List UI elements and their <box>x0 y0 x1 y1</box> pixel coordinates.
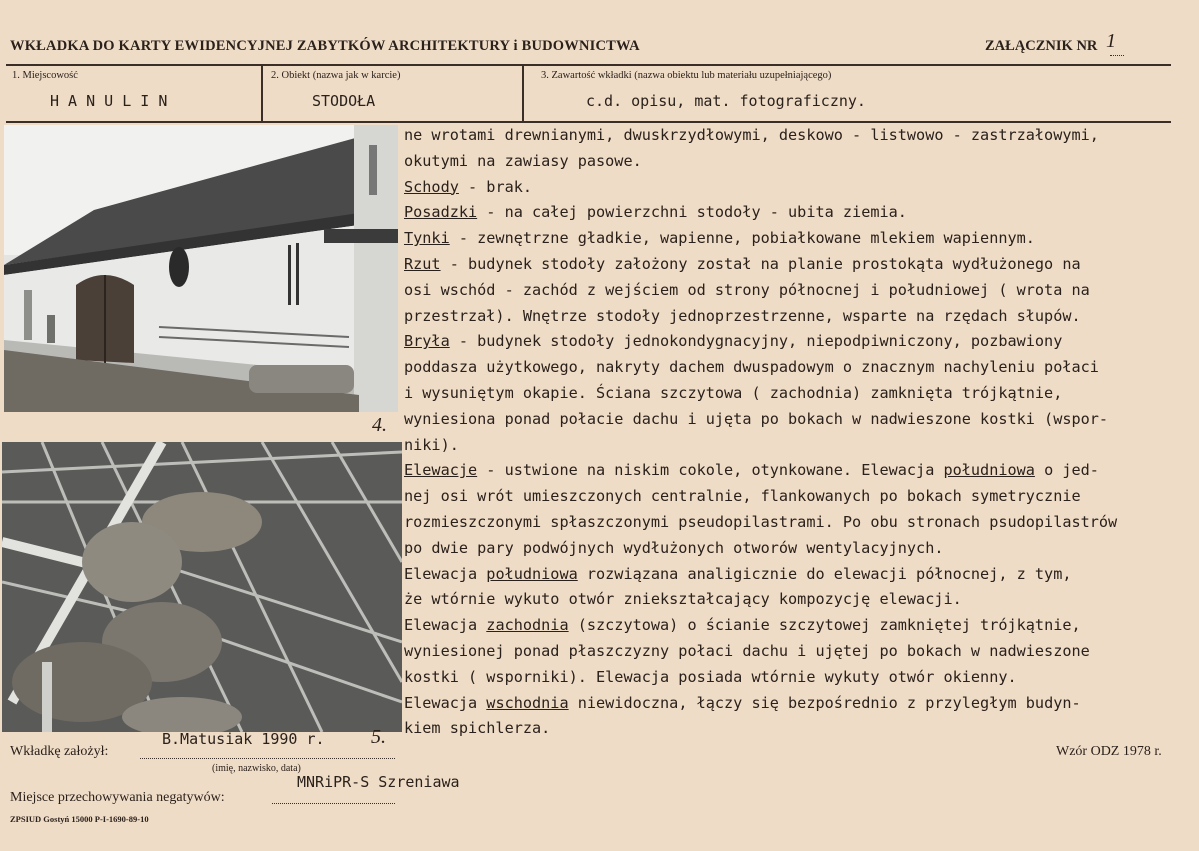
section-heading: Bryła <box>404 332 450 351</box>
text-line: przestrzał). Wnętrze stodoły jednoprzestrzenne, wsparte na rzędach słupów. <box>404 306 1081 325</box>
section-heading: Rzut <box>404 254 441 273</box>
text-line: Rzut - budynek stodoły założony został na planie prostokąta wydłużonego na <box>404 254 1081 273</box>
text-line: i wysuniętym okapie. Ściana szczytowa ( zachodnia) zamknięta trójkątnie, <box>404 383 1063 402</box>
text-line: osi wschód - zachód z wejściem od strony północnej i południowej ( wrota na <box>404 280 1090 299</box>
text-line: Elewacje - ustwione na niskim cokole, otynkowane. Elewacja południowa o jed- <box>404 461 1099 480</box>
text-line: wyniesiona ponad połacie dachu i ujęta po bokach w nadwieszone kostki (wspor- <box>404 409 1109 428</box>
photo-2-number: 5. <box>371 726 386 748</box>
form-version: Wzór ODZ 1978 r. <box>1056 744 1162 759</box>
text-line: Bryła - budynek stodoły jednokondygnacyjny, niepodpiwniczony, pozbawiony <box>404 332 1063 351</box>
text-line: Tynki - zewnętrzne gładkie, wapienne, pobiałkowane mlekiem wapiennym. <box>404 229 1035 248</box>
section-heading: Elewacje <box>404 461 478 480</box>
author-line <box>140 758 395 759</box>
text-line: Schody - brak. <box>404 177 533 196</box>
text-line: niki). <box>404 435 459 454</box>
text-line: kiem spichlerza. <box>404 719 551 738</box>
text-line: nej osi wrót umieszczonych centralnie, flankowanych po bokach symetrycznie <box>404 487 1081 506</box>
storage-line <box>272 803 395 804</box>
storage-label: Miejsce przechowywania negatywów: <box>10 790 225 805</box>
field-content-value: c.d. opisu, mat. fotograficzny. <box>586 92 866 110</box>
photo-barn-exterior <box>4 125 398 412</box>
annex-label: ZAŁĄCZNIK NR <box>985 38 1098 54</box>
section-heading: Schody <box>404 177 459 196</box>
field-place-label: 1. Miejscowość <box>12 70 78 81</box>
text-line: Elewacja południowa rozwiązana analigicznie do elewacji północnej, z tym, <box>404 564 1072 583</box>
text-line: że wtórnie wykuto otwór zniekształcający kompozycję elewacji. <box>404 590 962 609</box>
text-line: Elewacja wschodnia niewidoczna, łączy się bezpośrednio z przyległym budyn- <box>404 693 1081 712</box>
author-label: Wkładkę założył: <box>10 744 109 759</box>
author-value: B.Matusiak 1990 r. <box>162 730 325 748</box>
field-divider-1 <box>261 64 263 122</box>
printer-imprint: ZPSIUD Gostyń 15000 P-I-1690-89-10 <box>10 814 149 824</box>
header-rule <box>6 64 1171 66</box>
form-title: WKŁADKA DO KARTY EWIDENCYJNEJ ZABYTKÓW ARCHITEKTURY i BUDOWNICTWA <box>10 38 640 54</box>
field-divider-2 <box>522 64 524 122</box>
field-place-value: H A N U L I N <box>50 92 168 110</box>
text-line: po dwie pary podwójnych wydłużonych otworów wentylacyjnych. <box>404 538 944 557</box>
text-line: ne wrotami drewnianymi, dwuskrzydłowymi, deskowo - listwowo - zastrzałowymi, <box>404 126 1099 144</box>
roof-interior-image <box>2 442 402 732</box>
storage-value: MNRiPR-S Szreniawa <box>297 773 460 791</box>
text-line: poddasza użytkowego, nakryty dachem dwuspadowym o znacznym nachyleniu połaci <box>404 358 1099 377</box>
text-line: wyniesionej ponad płaszczyzny połaci dachu i ujętej po bokach w nadwieszone <box>404 641 1090 660</box>
text-line: Elewacja zachodnia (szczytowa) o ścianie szczytowej zamkniętej trójkątnie, <box>404 616 1081 635</box>
photo-1-number: 4. <box>372 414 387 436</box>
annex-number-line <box>1110 55 1124 56</box>
section-heading: Tynki <box>404 229 450 248</box>
annex-number: 1 <box>1106 30 1116 52</box>
text-line: kostki ( wsporniki). Elewacja posiada wtórnie wykuty otwór okienny. <box>404 667 1017 686</box>
text-line: rozmieszczonymi spłaszczonymi pseudopilastrami. Po obu stronach psudopilastrów <box>404 512 1118 531</box>
barn-exterior-image <box>4 125 398 412</box>
photo-roof-interior <box>2 442 402 732</box>
section-heading: Posadzki <box>404 203 478 222</box>
author-hint: (imię, nazwisko, data) <box>212 763 301 774</box>
text-line: okutymi na zawiasy pasowe. <box>404 151 642 170</box>
field-content-label: 3. Zawartość wkładki (nazwa obiektu lub materiału uzupełniającego) <box>541 70 832 81</box>
field-object-value: STODOŁA <box>312 92 376 110</box>
field-object-label: 2. Obiekt (nazwa jak w karcie) <box>271 70 401 81</box>
text-line: Posadzki - na całej powierzchni stodoły - ubita ziemia. <box>404 203 907 222</box>
description-text <box>404 123 1194 742</box>
